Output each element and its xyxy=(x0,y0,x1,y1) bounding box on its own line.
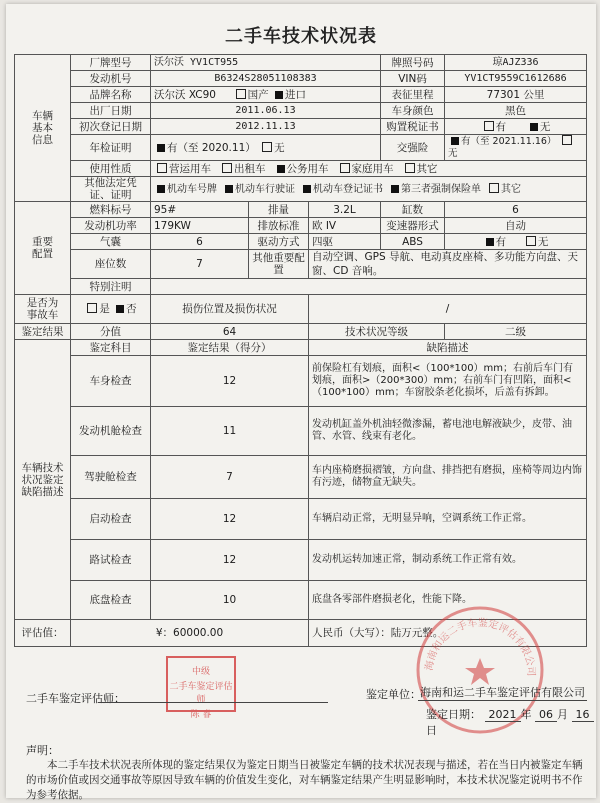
cert-checkbox xyxy=(157,185,165,193)
brand-value: 沃尔沃 YV1CT955 xyxy=(151,55,381,71)
defect-item: 发动机舱检查 xyxy=(71,407,151,456)
usage-checkbox xyxy=(405,163,415,173)
color-value: 黑色 xyxy=(445,103,587,119)
seats-label: 座位数 xyxy=(71,250,151,279)
cert-checkbox xyxy=(489,183,499,193)
model-name-cell xyxy=(151,87,381,103)
col-desc-header: 缺陷描述 xyxy=(309,340,587,356)
defect-item: 驾驶舱检查 xyxy=(71,456,151,499)
other-config-label: 其他重要配 置 xyxy=(249,250,309,279)
appraiser-signature-line xyxy=(98,702,328,703)
date-year-unit: 年 xyxy=(520,708,532,721)
usage-option-label: 出租车 xyxy=(234,162,266,175)
usage-checkbox xyxy=(340,163,350,173)
date-day: 16 xyxy=(572,708,594,722)
cylinders-value: 6 xyxy=(445,202,587,218)
insurance-label: 交强险 xyxy=(381,135,445,161)
domestic-label: 国产 xyxy=(247,88,269,101)
valuation-label: 评估值： xyxy=(15,620,71,647)
drive-label: 驱动方式 xyxy=(249,234,309,250)
cert-option-label: 第三者强制保险单 xyxy=(401,183,481,195)
inspection-none-checkbox xyxy=(262,142,272,152)
made-date-label: 出厂日期 xyxy=(71,103,151,119)
imported-checkbox-checked xyxy=(275,91,283,99)
cert-checkbox xyxy=(303,185,311,193)
seal-line: 中级 xyxy=(191,667,210,677)
cert-label: 其他法定凭 证、证明 xyxy=(71,177,151,202)
org-label: 鉴定单位： xyxy=(366,688,421,701)
score-value: 64 xyxy=(151,324,309,340)
inspection-have-checkbox-checked xyxy=(157,144,165,152)
appraisal-date xyxy=(426,706,596,738)
abs-none-label: 无 xyxy=(537,235,549,248)
tax-cert-label: 购置税证书 xyxy=(381,119,445,135)
defect-score: 12 xyxy=(151,356,309,407)
abs-have-checkbox-checked xyxy=(486,238,494,246)
defect-item: 车身检查 xyxy=(71,356,151,407)
accident-yes-checkbox xyxy=(87,303,97,313)
inspection-cell xyxy=(151,135,381,161)
vin-value: YV1CT9559C1612686 xyxy=(445,71,587,87)
tax-none-label: 无 xyxy=(539,120,551,133)
reg-date-value: 2012.11.13 xyxy=(151,119,381,135)
usage-option-label: 公务用车 xyxy=(286,162,329,175)
made-date-value: 2011.06.13 xyxy=(151,103,381,119)
inspection-none-label: 无 xyxy=(274,141,285,154)
domestic-checkbox xyxy=(236,89,246,99)
grade-label: 技术状况等级 xyxy=(309,324,445,340)
abs-label: ABS xyxy=(381,234,445,250)
abs-none-checkbox xyxy=(526,236,536,246)
inspection-value: 有（至 2020.11） xyxy=(167,141,256,154)
model-name-label: 品牌名称 xyxy=(71,87,151,103)
appraiser-signature-label: 二手车鉴定评估师： xyxy=(26,692,125,705)
seats-value: 7 xyxy=(151,250,249,279)
insurance-have-checkbox-checked xyxy=(451,137,459,145)
fuel-value: 95# xyxy=(151,202,249,218)
usage-checkbox xyxy=(277,165,285,173)
defect-desc: 车内座椅磨损褶皱，方向盘、排挡把有磨损，座椅等周边内饰有污迹，储物盒无缺失。 xyxy=(309,456,587,499)
mileage-value: 77301 公里 xyxy=(445,87,587,103)
usage-option-label: 其它 xyxy=(416,162,438,175)
valuation-rmb: 人民币（大写）：陆万元整。 xyxy=(309,620,587,647)
date-month: 06 xyxy=(535,708,557,722)
displacement-value: 3.2L xyxy=(309,202,381,218)
cert-checkbox xyxy=(391,185,399,193)
cert-options xyxy=(151,177,587,202)
imported-label: 进口 xyxy=(285,88,306,101)
defect-desc: 前保险杠有划痕，面积<（100*100）mm；右前后车门有划痕，面积>（200*300）mm；右前车门有凹陷，面积<（100*100）mm；车窗胶条老化损坏，后盖有拆卸。 xyxy=(309,356,587,407)
svg-text:海南和运二手车鉴定评估有限公司: 海南和运二手车鉴定评估有限公司 xyxy=(423,617,537,677)
section-config: 重要 配置 xyxy=(15,202,71,295)
tax-cert-cell xyxy=(445,119,587,135)
usage-label: 使用性质 xyxy=(71,161,151,177)
defect-score: 12 xyxy=(151,499,309,540)
defect-desc: 车辆启动正常，无明显异响，空调系统工作正常。 xyxy=(309,499,587,540)
defect-desc: 发动机缸盖外机油轻微渗漏，蓄电池电解液缺少，皮带、油管、水管、线束有老化。 xyxy=(309,407,587,456)
special-notes-value xyxy=(151,279,587,295)
cylinders-label: 缸数 xyxy=(381,202,445,218)
displacement-label: 排量 xyxy=(249,202,309,218)
defect-item: 启动检查 xyxy=(71,499,151,540)
damage-label: 损伤位置及损伤状况 xyxy=(151,295,309,324)
abs-have-label: 有 xyxy=(495,235,507,248)
accident-no-checkbox-checked xyxy=(116,305,124,313)
defect-score: 12 xyxy=(151,540,309,581)
engine-label: 发动机号 xyxy=(71,71,151,87)
section-basic-info: 车辆 基本 信息 xyxy=(15,55,71,202)
col-item-header: 鉴定科目 xyxy=(71,340,151,356)
mileage-label: 表征里程 xyxy=(381,87,445,103)
insurance-none-label: 无 xyxy=(448,148,458,159)
reg-date-label: 初次登记日期 xyxy=(71,119,151,135)
other-config-value: 自动空调、GPS 导航、电动真皮座椅、多功能方向盘、天窗、CD 音响。 xyxy=(309,250,587,279)
special-notes-label: 特别注明 xyxy=(71,279,151,295)
usage-options xyxy=(151,161,587,177)
gearbox-value: 自动 xyxy=(445,218,587,234)
date-month-unit: 月 xyxy=(557,708,568,721)
defect-item: 底盘检查 xyxy=(71,581,151,620)
cert-option-label: 机动车登记证书 xyxy=(313,183,383,195)
defect-desc: 发动机运转加速正常，制动系统工作正常有效。 xyxy=(309,540,587,581)
declaration-title: 声明： xyxy=(26,744,59,757)
valuation-amount: ¥：60000.00 xyxy=(71,620,309,647)
usage-checkbox xyxy=(157,163,167,173)
color-label: 车身颜色 xyxy=(381,103,445,119)
accident-cell xyxy=(71,295,151,324)
inspection-label: 年检证明 xyxy=(71,135,151,161)
defect-item: 路试检查 xyxy=(71,540,151,581)
gearbox-label: 变速器形式 xyxy=(381,218,445,234)
declaration-text: 本二手车技术状况表所体现的鉴定结果仅为鉴定日期当日被鉴定车辆的技术状况表现与描述，若在当日内被鉴定车辆的市场价值或因交通事故等原因导致车辆的价值发生变化，对车辆鉴定结果产生明显影响时，本技术状况鉴定说明书不作为参考依据。 xyxy=(26,759,583,801)
usage-checkbox xyxy=(222,163,232,173)
usage-option-label: 营运用车 xyxy=(169,162,211,175)
defect-score: 7 xyxy=(151,456,309,499)
seal-line: 陈 睿 xyxy=(190,710,212,720)
accident-no-label: 否 xyxy=(126,303,137,315)
airbag-label: 气囊 xyxy=(71,234,151,250)
accident-yes-label: 是 xyxy=(99,303,110,315)
cert-option-label: 其它 xyxy=(501,183,521,195)
result-label: 鉴定结果 xyxy=(15,324,71,340)
org-name: 海南和运二手车鉴定评估有限公司 xyxy=(420,686,585,699)
vin-label: VIN码 xyxy=(381,71,445,87)
brand-label: 厂牌型号 xyxy=(71,55,151,71)
col-result-header: 鉴定结果（得分） xyxy=(151,340,309,356)
tax-have-checkbox xyxy=(484,121,494,131)
fuel-label: 燃料标号 xyxy=(71,202,151,218)
appraiser-seal xyxy=(166,656,236,720)
condition-table xyxy=(14,54,587,647)
document-title: 二手车技术状况表 xyxy=(225,26,377,47)
document-page xyxy=(6,4,596,801)
airbag-value: 6 xyxy=(151,234,249,250)
date-year: 2021 xyxy=(485,708,521,722)
emission-label: 排放标准 xyxy=(249,218,309,234)
score-label: 分值 xyxy=(71,324,151,340)
plate-label: 牌照号码 xyxy=(381,55,445,71)
power-value: 179KW xyxy=(151,218,249,234)
section-defects: 车辆技术 状况鉴定 缺陷描述 xyxy=(15,340,71,620)
emission-value: 欧 IV xyxy=(309,218,381,234)
plate-value: 琼AJZ336 xyxy=(445,55,587,71)
insurance-cell xyxy=(445,135,587,161)
damage-value: / xyxy=(309,295,587,324)
engine-value: B6324S28051108383 xyxy=(151,71,381,87)
tax-none-checkbox-checked xyxy=(530,123,538,131)
grade-value: 二级 xyxy=(445,324,587,340)
date-label: 鉴定日期： xyxy=(426,708,481,721)
abs-cell xyxy=(445,234,587,250)
cert-option-label: 机动车行驶证 xyxy=(235,183,295,195)
insurance-none-checkbox xyxy=(562,135,572,145)
tax-have-label: 有 xyxy=(495,120,507,133)
insurance-value: 有（至 2021.11.16） xyxy=(461,136,557,147)
date-day-unit: 日 xyxy=(426,724,437,737)
drive-value: 四驱 xyxy=(309,234,381,250)
cert-checkbox xyxy=(225,185,233,193)
defect-score: 11 xyxy=(151,407,309,456)
defect-desc: 底盘各零部件磨损老化，性能下降。 xyxy=(309,581,587,620)
model-name-value: 沃尔沃 XC90 xyxy=(154,88,216,101)
power-label: 发动机功率 xyxy=(71,218,151,234)
seal-line: 二手车鉴定评估师 xyxy=(169,682,233,705)
usage-option-label: 家庭用车 xyxy=(351,162,394,175)
accident-label: 是否为 事故车 xyxy=(15,295,71,324)
cert-option-label: 机动车号牌 xyxy=(167,183,217,195)
defect-score: 10 xyxy=(151,581,309,620)
